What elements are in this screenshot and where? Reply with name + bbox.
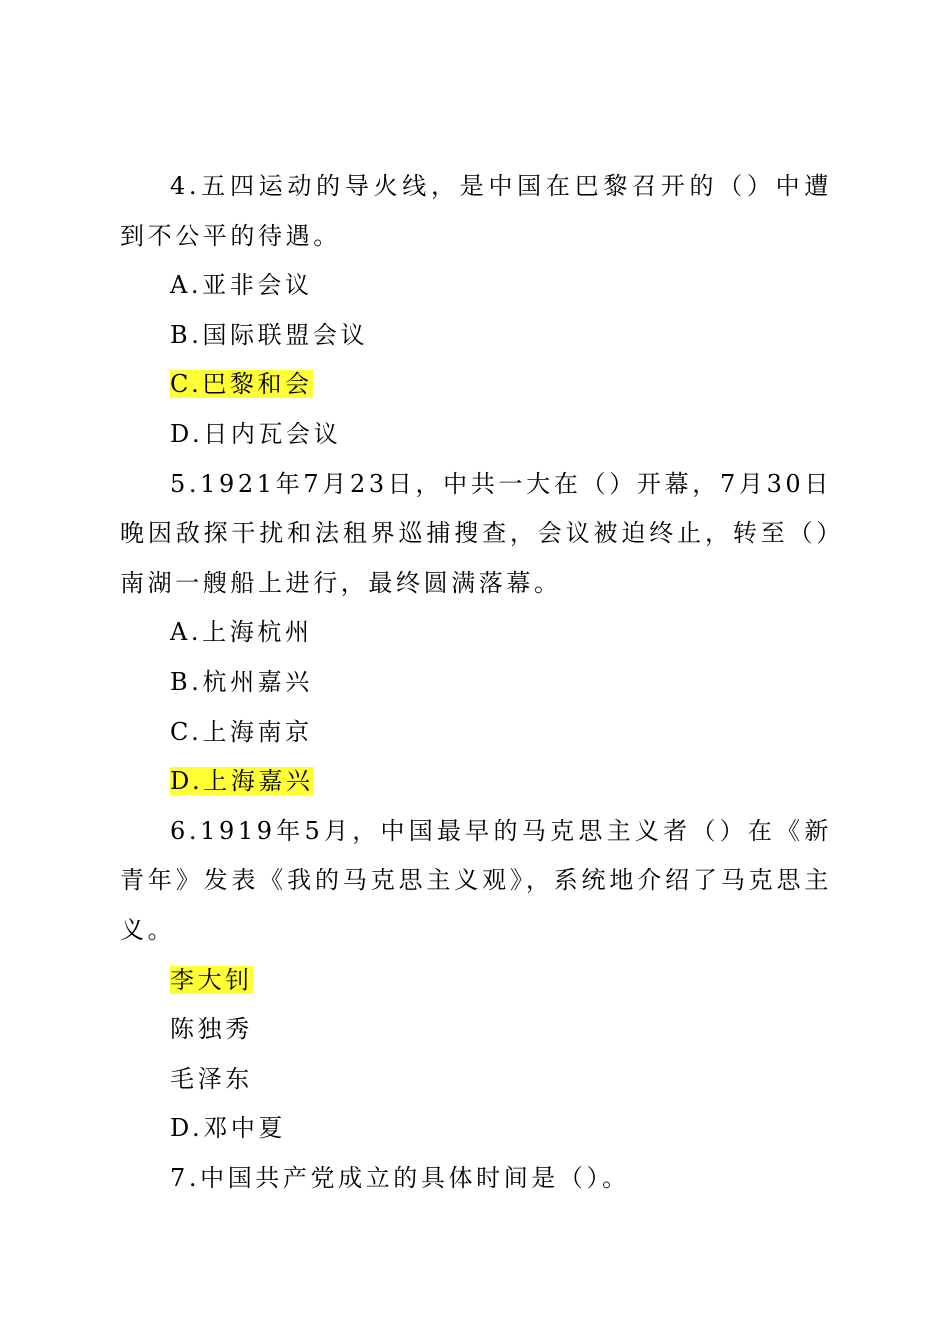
option-label: 毛泽东 xyxy=(170,1064,253,1093)
question-7-text: 7.中国共产党成立的具体时间是（）。 xyxy=(170,1163,630,1192)
question-6-option-1 xyxy=(170,956,832,1006)
highlighted-answer: 李大钊 xyxy=(170,965,253,994)
question-5-text: 5.1921年7月23日，中共一大在（）开幕，7月30日晚因敌探干扰和法租界巡捕搜查，会议被迫终止，转至（）南湖一艘船上进行，最终圆满落幕。 xyxy=(120,469,832,597)
option-label: C.上海南京 xyxy=(170,717,313,746)
question-6-text: 6.1919年5月，中国最早的马克思主义者（）在《新青年》发表《我的马克思主义观》，系统地介绍了马克思主义。 xyxy=(120,816,832,944)
option-label: B.杭州嘉兴 xyxy=(170,667,313,696)
question-6-option-d xyxy=(170,1104,832,1154)
question-5-option-d xyxy=(170,757,832,807)
option-label: 陈独秀 xyxy=(170,1015,253,1044)
question-4-option-b xyxy=(170,311,832,361)
option-label: D.日内瓦会议 xyxy=(170,419,342,448)
highlighted-answer: D.上海嘉兴 xyxy=(170,767,314,796)
highlighted-answer: C.巴黎和会 xyxy=(170,370,313,399)
question-6-option-2 xyxy=(170,1005,832,1055)
option-label: B.国际联盟会议 xyxy=(170,320,369,349)
question-5-option-c xyxy=(170,708,832,758)
question-4-option-c xyxy=(170,360,832,410)
document-page xyxy=(120,162,832,1203)
option-label: D.邓中夏 xyxy=(170,1114,287,1143)
option-label: A.亚非会议 xyxy=(170,271,313,300)
question-6-option-3 xyxy=(170,1055,832,1105)
question-4-option-a xyxy=(170,261,832,311)
question-5-option-a xyxy=(170,608,832,658)
question-5-option-b xyxy=(170,658,832,708)
option-label: A.上海杭州 xyxy=(170,618,313,647)
question-4-option-d xyxy=(170,410,832,460)
question-4-text: 4.五四运动的导火线，是中国在巴黎召开的（）中遭到不公平的待遇。 xyxy=(120,172,832,250)
